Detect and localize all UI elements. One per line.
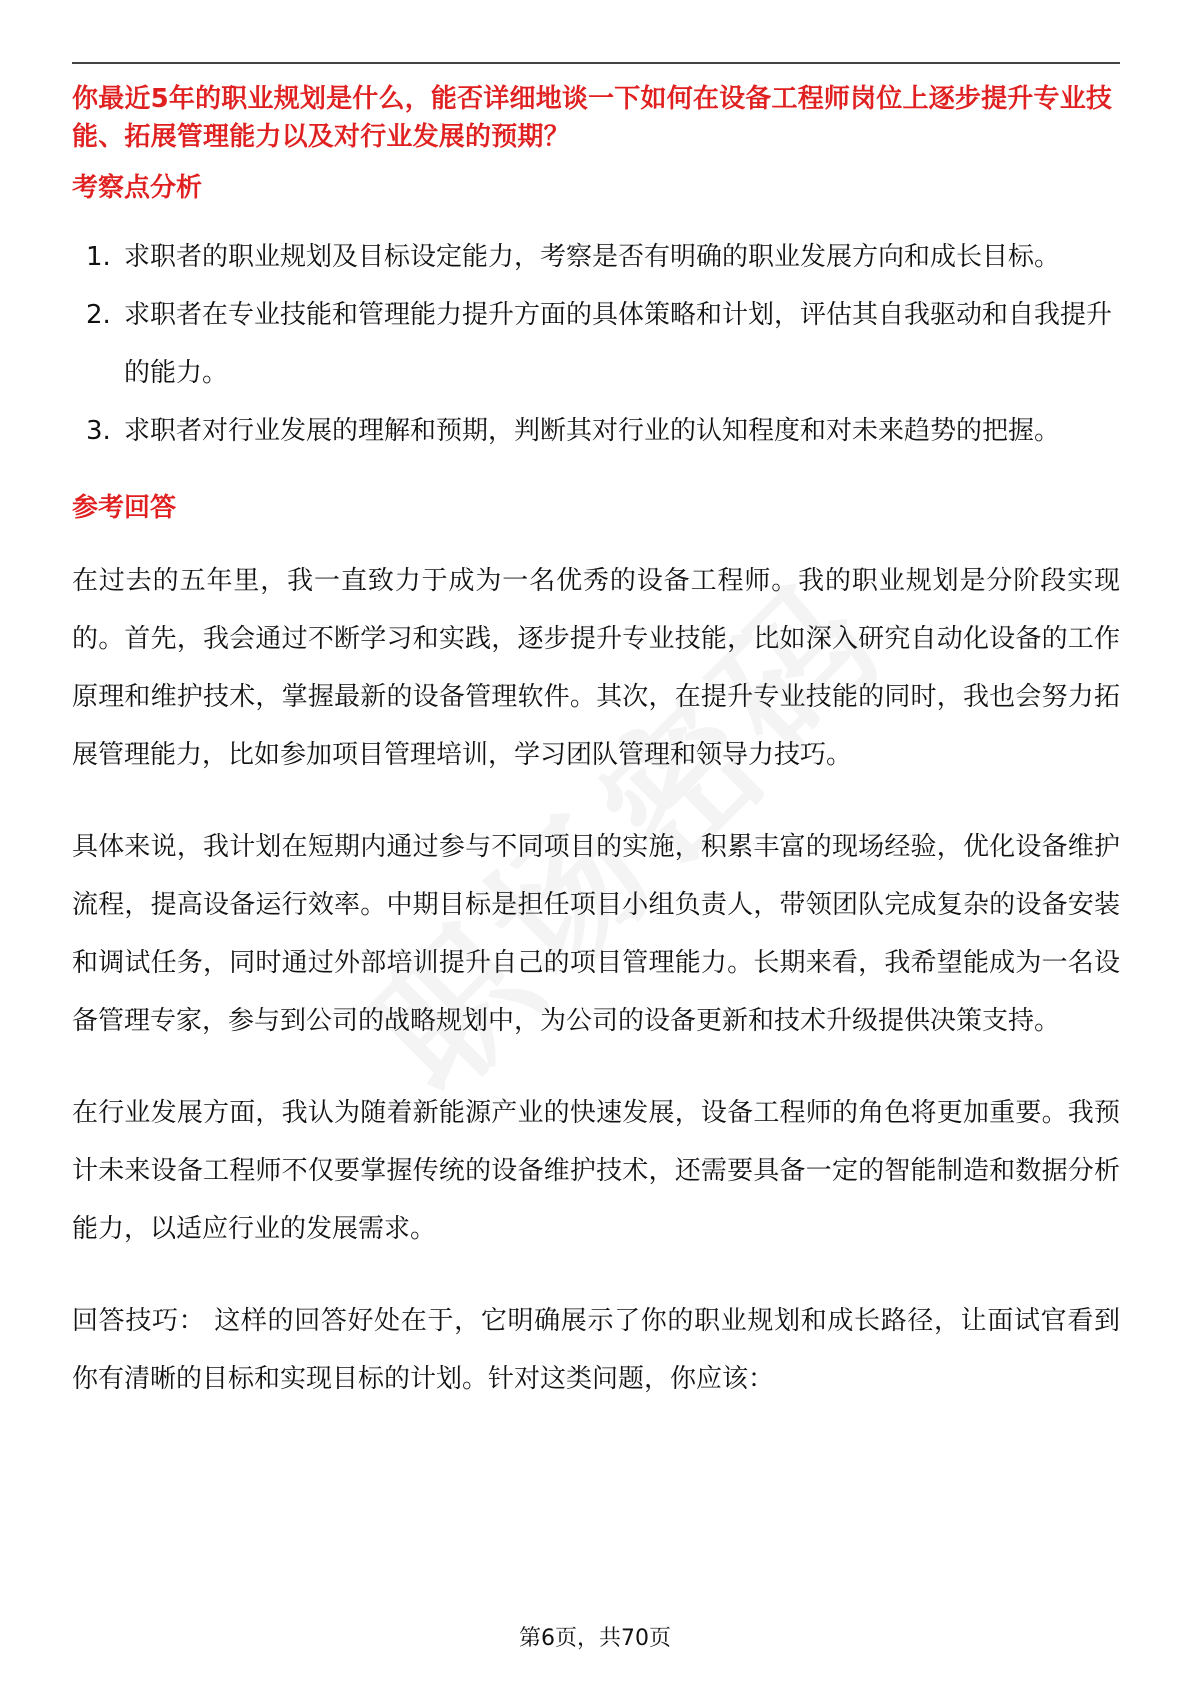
answer-paragraph: 在过去的五年里，我一直致力于成为一名优秀的设备工程师。我的职业规划是分阶段实现的。首先，我会通过不断学习和实践，逐步提升专业技能，比如深入研究自动化设备的工作原理和维护技术，掌握最新的设备管理软件。其次，在提升专业技能的同时，我也会努力拓展管理能力，比如参加项目管理培训，学习团队管理和领导力技巧。 — [72, 566, 1120, 770]
point-number: 1. — [86, 242, 111, 272]
page-number: 第6页，共70页 — [519, 1626, 671, 1651]
analysis-point — [72, 286, 1120, 402]
answer-paragraph: 具体来说，我计划在短期内通过参与不同项目的实施，积累丰富的现场经验，优化设备维护流程，提高设备运行效率。中期目标是担任项目小组负责人，带领团队完成复杂的设备安装和调试任务，同时通过外部培训提升自己的项目管理能力。长期来看，我希望能成为一名设备管理专家，参与到公司的战略规划中，为公司的设备更新和技术升级提供决策支持。 — [72, 832, 1120, 1036]
point-number: 3. — [86, 416, 111, 446]
analysis-point — [72, 402, 1120, 460]
analysis-list — [72, 228, 1120, 460]
question-title: 你最近5年的职业规划是什么，能否详细地谈一下如何在设备工程师岗位上逐步提升专业技能、拓展管理能力以及对行业发展的预期？ — [72, 84, 1113, 152]
point-number: 2. — [86, 300, 111, 330]
answer-paragraph: 在行业发展方面，我认为随着新能源产业的快速发展，设备工程师的角色将更加重要。我预计未来设备工程师不仅要掌握传统的设备维护技术，还需要具备一定的智能制造和数据分析能力，以适应行业的发展需求。 — [72, 1098, 1120, 1244]
answer-heading: 参考回答 — [72, 493, 177, 523]
analysis-heading: 考察点分析 — [72, 173, 203, 203]
point-text: 求职者在专业技能和管理能力提升方面的具体策略和计划，评估其自我驱动和自我提升的能力。 — [124, 300, 1113, 388]
answer-tips: 回答技巧： 这样的回答好处在于，它明确展示了你的职业规划和成长路径，让面试官看到你有清晰的目标和实现目标的计划。针对这类问题，你应该： — [72, 1306, 1120, 1394]
point-text: 求职者对行业发展的理解和预期，判断其对行业的认知程度和对未来趋势的把握。 — [124, 416, 1061, 446]
top-divider — [72, 62, 1120, 64]
point-text: 求职者的职业规划及目标设定能力，考察是否有明确的职业发展方向和成长目标。 — [124, 242, 1061, 272]
document-body — [72, 80, 1120, 1408]
analysis-point — [72, 228, 1120, 286]
